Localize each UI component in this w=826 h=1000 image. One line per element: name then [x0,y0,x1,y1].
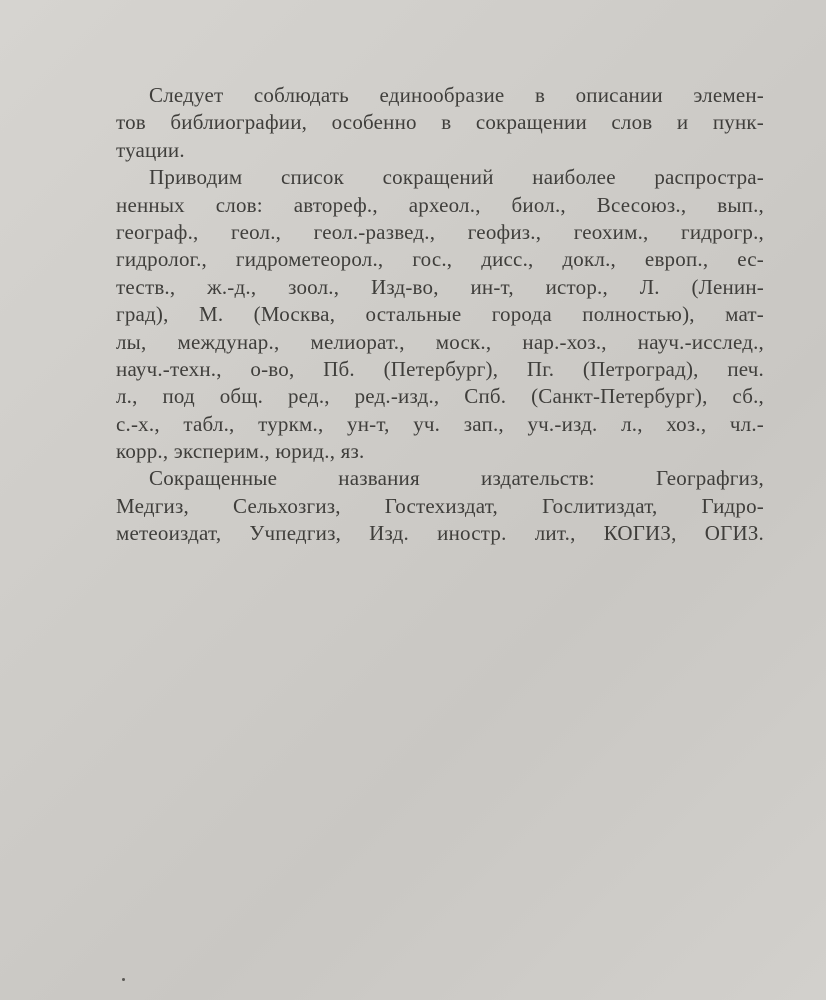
text-line: Медгиз, Сельхозгиз, Гостехиздат, Гослитиздат, Гидро- [116,493,764,518]
paper-speck [122,978,125,981]
text-line: географ., геол., геол.-развед., геофиз., геохим., гидрогр., [116,219,764,244]
text-line: теств., ж.-д., зоол., Изд-во, ин-т, истор., Л. (Ленин- [116,274,764,299]
text-line: Сокращенные названия издательств: Географгиз, [149,466,764,491]
text-line: л., под общ. ред., ред.-изд., Спб. (Санкт-Петербург), сб., [116,384,764,409]
text-line: ненных слов: автореф., археол., биол., Всесоюз., вып., [116,192,764,217]
paragraph-uniformity [116,82,764,164]
text-line: туации. [116,137,185,162]
text-line: град), М. (Москва, остальные города полностью), мат- [116,302,764,327]
text-line: Следует соблюдать единообразие в описании элемен- [149,83,764,107]
text-line: науч.-техн., о-во, Пб. (Петербург), Пг. (Петроград), печ. [116,356,764,381]
text-line: гидролог., гидрометеорол., гос., дисс., докл., европ., ес- [116,247,764,272]
text-line: корр., эксперим., юрид., яз. [116,439,365,464]
paragraph-publishers [116,465,764,547]
text-line: лы, междунар., мелиорат., моск., нар.-хоз., науч.-исслед., [116,329,764,354]
paragraph-abbreviations [116,164,764,465]
text-line: Приводим список сокращений наиболее распростра- [149,165,764,190]
text-line: метеоиздат, Учпедгиз, Изд. иностр. лит., КОГИЗ, ОГИЗ. [116,521,764,546]
document-body [116,82,764,548]
text-line: с.-х., табл., туркм., ун-т, уч. зап., уч.-изд. л., хоз., чл.- [116,411,764,436]
text-line: тов библиографии, особенно в сокращении слов и пунк- [116,110,764,135]
